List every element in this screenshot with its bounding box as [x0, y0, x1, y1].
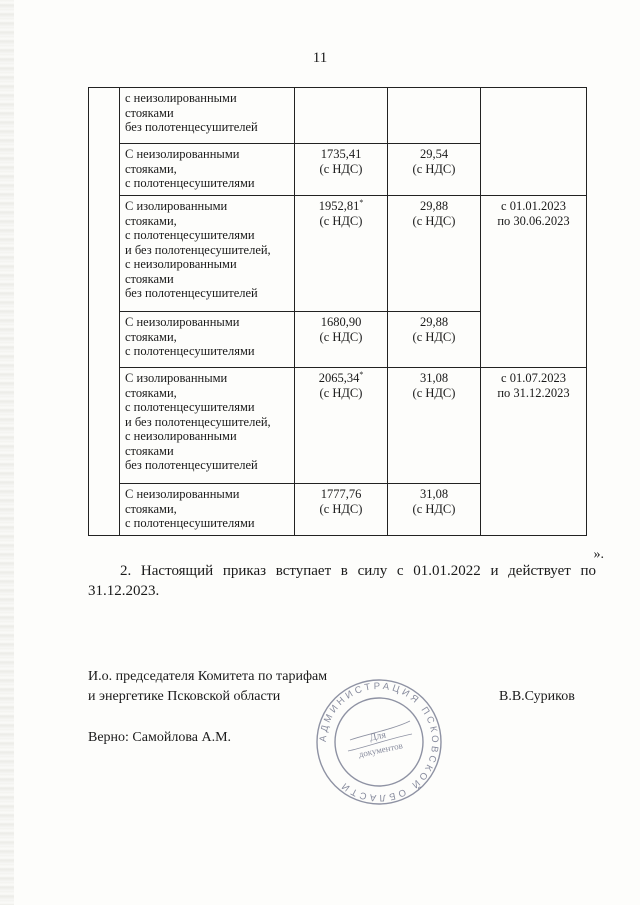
cell-component: 29,88 (с НДС) — [388, 196, 481, 312]
stamp-center-line-2: документов — [357, 740, 404, 760]
cell-tariff: 1680,90 (с НДС) — [295, 312, 388, 368]
stamp-inner-ring — [335, 698, 423, 786]
cell-period: с 01.07.2023 по 31.12.2023 — [481, 368, 587, 536]
cell-component — [388, 88, 481, 144]
cell-tariff: 1735,41 (с НДС) — [295, 144, 388, 196]
cell-component: 29,88 (с НДС) — [388, 312, 481, 368]
table-row — [89, 88, 587, 144]
closing-quote-mark: ». — [593, 547, 604, 562]
table-row — [89, 368, 587, 484]
cell-period — [481, 88, 587, 196]
signatory-position-line-2: и энергетике Псковской области — [88, 689, 281, 704]
cell-description: С изолированными стояками, с полотенцесушителями и без полотенцесушителей, с неизолированными стояками без полотенцесушителей — [120, 196, 295, 312]
footnote-mark: * — [359, 197, 364, 207]
cell-description: с неизолированными стояками без полотенцесушителей — [120, 88, 295, 144]
cell-tariff — [295, 88, 388, 144]
cell-description: С неизолированными стояками, с полотенцесушителями — [120, 312, 295, 368]
cell-tariff: 1952,81* (с НДС) — [295, 196, 388, 312]
cell-component: 31,08 (с НДС) — [388, 484, 481, 536]
table-row — [89, 196, 587, 312]
cell-description: С неизолированными стояками, с полотенцесушителями — [120, 484, 295, 536]
table-leading-column — [89, 88, 120, 536]
signatory-position — [88, 667, 327, 707]
cell-period: с 01.01.2023 по 30.06.2023 — [481, 196, 587, 368]
cell-component: 29,54 (с НДС) — [388, 144, 481, 196]
scan-edge — [0, 0, 14, 905]
signatory-name: В.В.Суриков — [499, 689, 575, 704]
page-number: 11 — [312, 50, 328, 66]
stamp-center-line-1: Для — [368, 729, 388, 744]
official-stamp — [314, 677, 444, 807]
cell-tariff: 1777,76 (с НДС) — [295, 484, 388, 536]
cell-description: С изолированными стояками, с полотенцесушителями и без полотенцесушителей, с неизолированными стояками без полотенцесушителей — [120, 368, 295, 484]
footnote-mark: * — [359, 369, 364, 379]
stamp-outer-text: АДМИНИСТРАЦИЯ ПСКОВСКОЙ ОБЛАСТИ — [317, 680, 441, 804]
cell-description: С неизолированными стояками, с полотенцесушителями — [120, 144, 295, 196]
signatory-position-line-1: И.о. председателя Комитета по тарифам — [88, 669, 328, 684]
paragraph-2: 2. Настоящий приказ вступает в силу с 01.01.2022 и действует по 31.12.2023. — [88, 563, 596, 599]
cell-tariff: 2065,34* (с НДС) — [295, 368, 388, 484]
tariff-table — [88, 87, 587, 536]
verification-note: Верно: Самойлова А.М. — [88, 730, 232, 745]
cell-component: 31,08 (с НДС) — [388, 368, 481, 484]
